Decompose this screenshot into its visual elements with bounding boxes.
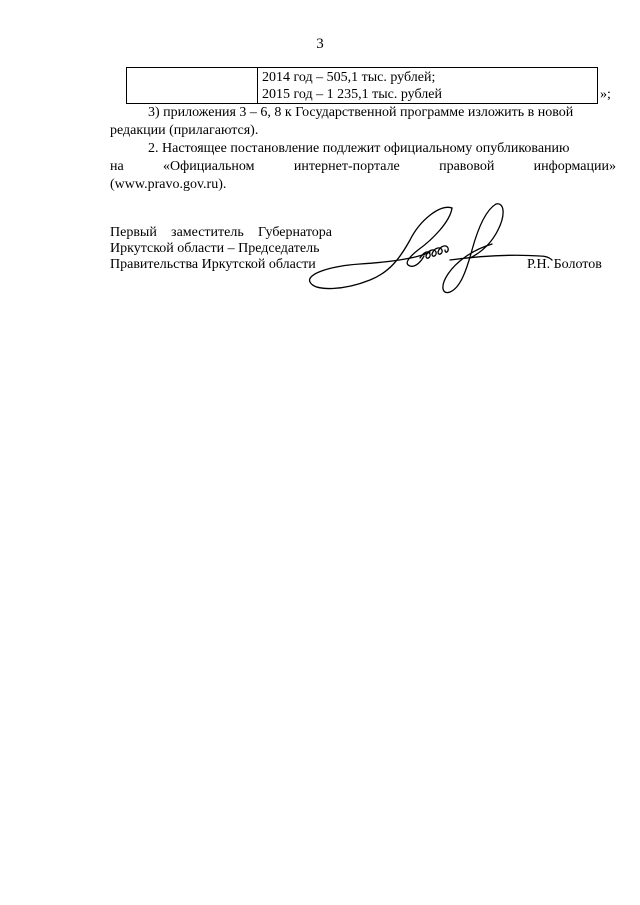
page-number: 3 <box>316 36 324 52</box>
paragraph-item-3 <box>110 104 616 140</box>
signatory-title-line-3: Правительства Иркутской области <box>110 257 316 272</box>
word: Губернатора <box>257 225 332 240</box>
paragraph-line: (www.pravo.gov.ru). <box>110 177 227 192</box>
closing-quote: »; <box>600 87 611 102</box>
paragraph-line: 2. Настоящее постановление подлежит официальному опубликованию <box>148 141 570 156</box>
paragraph-item-2 <box>110 140 616 194</box>
paragraph-line: редакции (прилагаются). <box>110 123 259 138</box>
funding-2015-line: 2015 год – 1 235,1 тыс. рублей <box>262 87 442 102</box>
funding-table <box>126 67 598 104</box>
signer-name: Р.Н. Болотов <box>527 257 602 272</box>
funding-2014-line: 2014 год – 505,1 тыс. рублей; <box>262 70 436 85</box>
word: Первый <box>110 225 157 240</box>
signatory-title-line-2: Иркутской области – Председатель <box>110 241 320 256</box>
word: заместитель <box>171 225 244 240</box>
table-cell-left <box>127 68 258 103</box>
word: «Официальном <box>163 159 255 174</box>
word: правовой <box>439 159 495 174</box>
word: на <box>110 159 124 174</box>
word: информации» <box>533 159 616 174</box>
paragraph-line-justified <box>110 158 616 176</box>
word: интернет-портале <box>293 159 400 174</box>
signatory-title <box>110 225 332 273</box>
paragraph-line: 3) приложения 3 – 6, 8 к Государственной программе изложить в новой <box>148 105 574 120</box>
signatory-title-line-1 <box>110 225 332 241</box>
handwritten-signature <box>300 200 560 305</box>
table-cell-right <box>258 68 597 103</box>
